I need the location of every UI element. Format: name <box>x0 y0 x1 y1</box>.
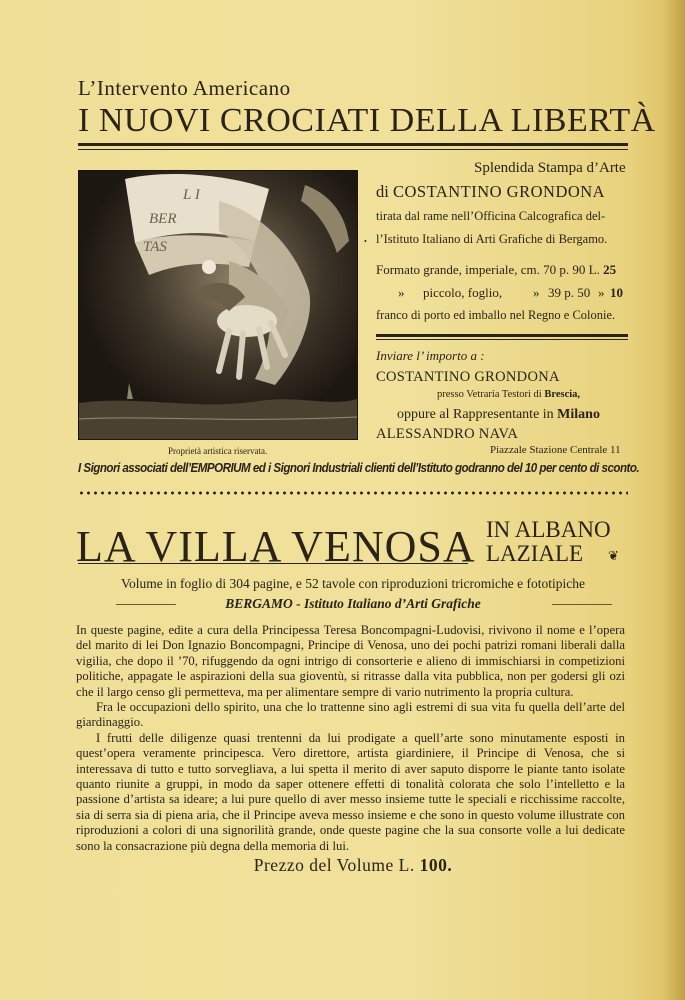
title-rule-thin <box>78 149 628 150</box>
format-small-mark3: » <box>598 285 605 300</box>
contact-addr2: Piazzale Stazione Centrale 11 <box>490 444 621 456</box>
flag-text-line1: L I <box>183 187 200 203</box>
engraving-artwork <box>78 170 358 440</box>
offer-rule-thin <box>376 339 628 340</box>
offer-line3: tirata dal rame nell’Officina Calcografica del- <box>376 209 606 223</box>
contact-or-line <box>397 407 600 423</box>
format-small-dim: 39 p. 50 <box>548 285 591 300</box>
format-big-price: 25 <box>603 262 617 277</box>
contact-name2: ALESSANDRO NAVA <box>376 426 519 442</box>
offer-line2-prefix: di <box>376 182 389 201</box>
offer-rule-thick <box>376 334 628 337</box>
format-small-mark: » <box>398 285 405 300</box>
villa-subtitle-line1: IN ALBANO <box>486 517 611 542</box>
offer-line2 <box>376 182 605 202</box>
volume-price <box>78 855 628 876</box>
discount-notice: I Signori associati dell’EMPORIUM ed i Signori Industriali clienti dell’Istituto godranno del 10 per cento di sconto. <box>78 460 640 475</box>
ornament-mark: • <box>364 237 367 246</box>
leaf-ornament-icon: ❦ <box>608 548 619 563</box>
page-title: I NUOVI CROCIATI DELLA LIBERTÀ <box>78 102 656 139</box>
contact-or-prefix: oppure al Rappresentante in <box>397 407 554 422</box>
format-big-label: Formato grande, imperiale, cm. 70 p. 90 L. <box>376 262 600 277</box>
page-edge-shadow <box>663 0 685 1000</box>
contact-or-city: Milano <box>557 407 600 422</box>
artwork-caption: Proprietà artistica riservata. <box>168 446 268 456</box>
article-body <box>76 623 625 854</box>
paragraph-2: Fra le occupazioni dello spirito, una che lo trattenne sino agli estremi di sua vita fu quella dell’arte del giardinaggio. <box>76 700 625 730</box>
villa-subtitle-line2: LAZIALE <box>486 541 584 566</box>
paragraph-1: In queste pagine, edite a cura della Principessa Teresa Boncompagni-Ludovisi, rivivono il nome e l’opera del marito di lei Don Ignazio Boncompagni, Principe di Venosa, uno dei pochi patrizi romani liberali dalla vigilia, che dopo il ’70, rifuggendo da ogni intrigo di consorterie e alieno di immischiarsi in competizioni politiche, appagate le aspirazioni della sua gioventù, si ritrasse dalla vita pubblica, non per godersi gli ozi che il largo censo gli permetteva, ma per alimentare sempre di vario nutrimento la propria cultura. <box>76 623 625 699</box>
send-to-label: Inviare l’ importo a : <box>376 348 485 363</box>
flag-text-line3: TAS <box>143 239 167 255</box>
title-rule-thick <box>78 143 628 146</box>
format-small-mark2: » <box>533 285 540 300</box>
paragraph-3: I frutti delle diligenze quasi trentenni da lui prodigate a quell’arte sono minutamente esposti in quest’opera veramente principesca. Vero direttore, artista giardiniere, il Principe di Venosa, che si interessava di tutto e tutto sorvegliava, a lui spetta il merito di aver saputo disporre le piante tanto isolate quanto riunite a gruppi, in modo da saper ottenere effetti di tonalità colorata che solo l’intelletto e la passione d’artista sa ideare; a lui pure quello di aver messo insieme tutte le speciali e ricchissime raccolte, sia di serra sia di piena aria, che il Principe aveva messo insieme e che sono in questo volume illustrate con riproduzioni a colori di una signorilità grande, onde queste pagine che la sua consorte volle a lui dedicate sono la consacrazione più degna della memoria di lui. <box>76 730 625 853</box>
contact-addr1 <box>437 389 580 400</box>
offer-line1: Splendida Stampa d’Arte <box>474 160 626 176</box>
offer-line4: l’Istituto Italiano di Arti Grafiche di Bergamo. <box>376 232 608 246</box>
volume-description: Volume in foglio di 304 pagine, e 52 tavole con riproduzioni tricromiche e fototipiche <box>121 576 585 591</box>
format-small-price: 10 <box>610 285 623 300</box>
contact-addr1-city: Brescia, <box>544 389 581 400</box>
publisher-line: BERGAMO - Istituto Italiano d’Arti Grafiche <box>225 596 481 611</box>
villa-subtitle <box>486 518 611 566</box>
villa-title-underline <box>78 563 468 564</box>
shipping-note: franco di porto ed imballo nel Regno e Colonie. <box>376 308 616 322</box>
dotted-divider <box>78 491 628 495</box>
format-small-label: piccolo, foglio, <box>423 285 503 300</box>
format-big <box>376 262 616 278</box>
flag-text-line2: BER <box>149 211 177 227</box>
volume-price-value: 100. <box>419 855 453 875</box>
artist-name: COSTANTINO GRONDONA <box>392 182 606 201</box>
contact-name1: COSTANTINO GRONDONA <box>376 369 560 385</box>
contact-addr1-prefix: presso Vetraria Testori di <box>437 389 542 400</box>
volume-price-label: Prezzo del Volume L. <box>253 855 415 875</box>
villa-title: LA VILLA VENOSA <box>76 522 476 571</box>
kicker-heading: L’Intervento Americano <box>78 76 291 100</box>
